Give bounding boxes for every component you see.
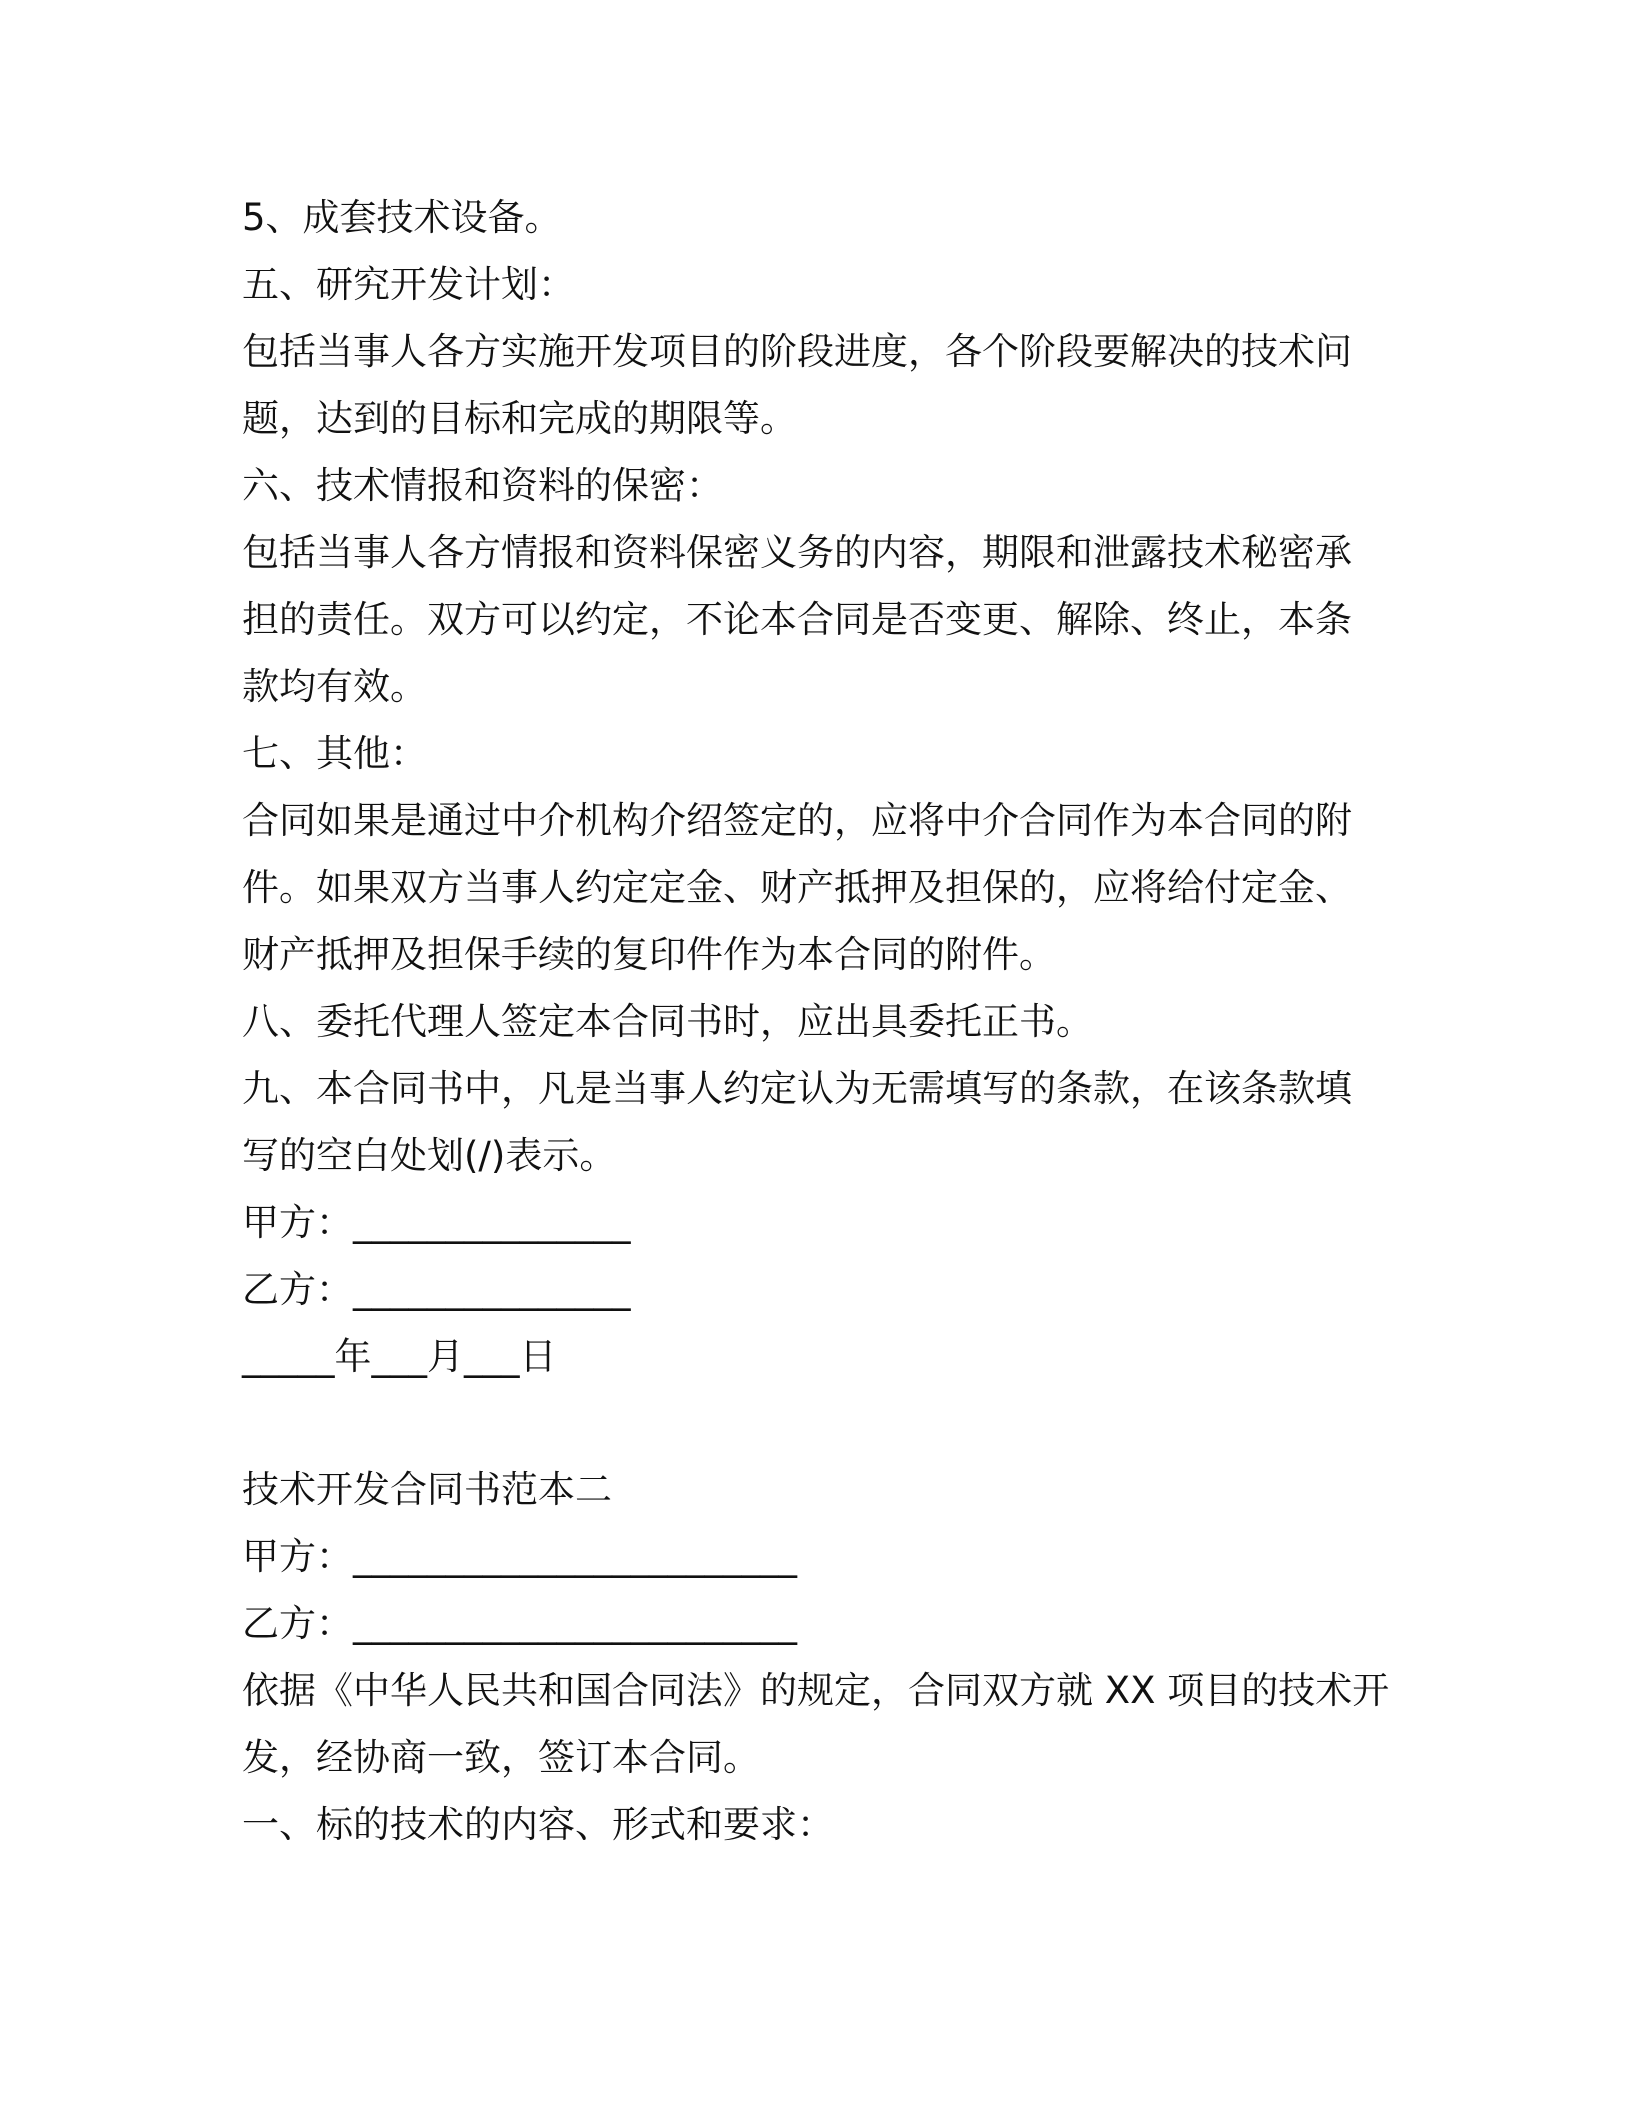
date-line: _____年___月___日 <box>242 1335 557 1378</box>
item-5-line: 5、成套技术设备。 <box>242 196 562 239</box>
paragraph-line: 担的责任。双方可以约定，不论本合同是否变更、解除、终止，本条 <box>242 598 1352 641</box>
template-2-title: 技术开发合同书范本二 <box>242 1468 612 1511</box>
party-a-line: 甲方：________________________ <box>242 1535 797 1578</box>
section-1-heading: 一、标的技术的内容、形式和要求： <box>242 1803 834 1846</box>
party-b-signature-line: 乙方：_______________ <box>242 1268 631 1311</box>
paragraph-line: 包括当事人各方情报和资料保密义务的内容，期限和泄露技术秘密承 <box>242 531 1352 574</box>
paragraph-line: 题，达到的目标和完成的期限等。 <box>242 397 797 440</box>
paragraph-line: 合同如果是通过中介机构介绍签定的，应将中介合同作为本合同的附 <box>242 799 1352 842</box>
section-9-line: 九、本合同书中，凡是当事人约定认为无需填写的条款，在该条款填 <box>242 1067 1352 1110</box>
paragraph-line: 包括当事人各方实施开发项目的阶段进度，各个阶段要解决的技术问 <box>242 330 1352 373</box>
party-b-line: 乙方：________________________ <box>242 1602 797 1645</box>
paragraph-line: 款均有效。 <box>242 665 427 708</box>
section-5-heading: 五、研究开发计划： <box>242 263 575 306</box>
section-8-line: 八、委托代理人签定本合同书时，应出具委托正书。 <box>242 1000 1093 1043</box>
paragraph-line: 发，经协商一致，签订本合同。 <box>242 1736 760 1779</box>
paragraph-line: 财产抵押及担保手续的复印件作为本合同的附件。 <box>242 933 1056 976</box>
paragraph-line: 写的空白处划(/)表示。 <box>242 1134 617 1177</box>
party-a-signature-line: 甲方：_______________ <box>242 1201 631 1244</box>
section-6-heading: 六、技术情报和资料的保密： <box>242 464 723 507</box>
section-7-heading: 七、其他： <box>242 732 427 775</box>
paragraph-line: 件。如果双方当事人约定定金、财产抵押及担保的，应将给付定金、 <box>242 866 1352 909</box>
paragraph-line: 依据《中华人民共和国合同法》的规定，合同双方就 XX 项目的技术开 <box>242 1669 1390 1712</box>
